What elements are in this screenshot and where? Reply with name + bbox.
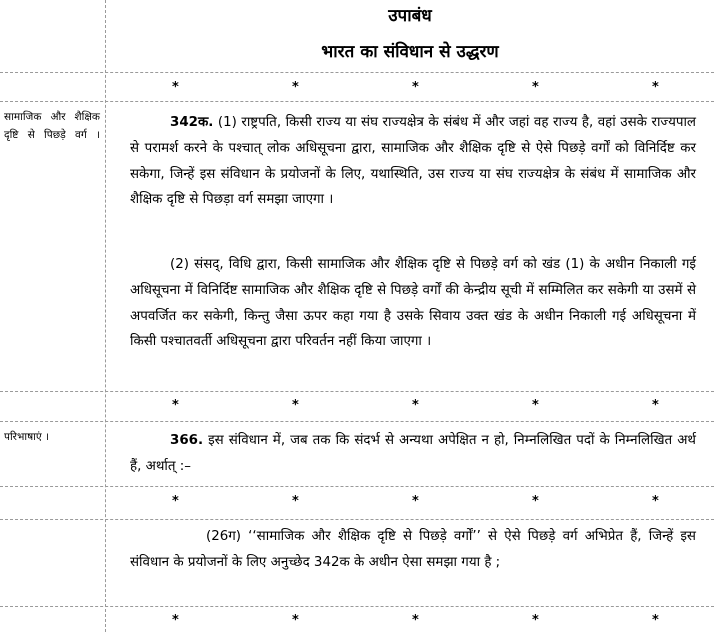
separator-star: * [172, 398, 179, 413]
annex-title: उपाबंध [388, 6, 432, 26]
row-divider [0, 486, 714, 487]
margin-note-definitions: परिभाषाएं । [4, 431, 49, 443]
separator-star: * [532, 398, 539, 413]
clause-text: (1) राष्ट्रपति, किसी राज्य या संघ राज्यक्षेत्र के संबंध में और जहां वह राज्य है, वहां उसके राज्यपाल से परामर्श करने के पश्चात् लोक अधिसूचना द्वारा, सामाजिक और शैक्षिक दृष्टि से ऐसे पिछड़े वर्गों को विनिर्दिष्ट कर सकेगा, जिन्हें इस संविधान के प्रयोजनों के लिए, यथास्थिति, उस राज्य या संघ राज्यक्षेत्र के संबंध में सामाजिक और शैक्षिक दृष्टि से पिछड़ा वर्ग समझा जाएगा । [130, 115, 696, 208]
separator-star: * [292, 398, 299, 413]
separator-star: * [412, 613, 419, 628]
row-divider [0, 519, 714, 520]
article-number: 366. [170, 433, 204, 448]
row-divider [0, 421, 714, 422]
separator-star: * [652, 398, 659, 413]
separator-star: * [292, 494, 299, 509]
clause-text: (2) संसद्, विधि द्वारा, किसी सामाजिक और शैक्षिक दृष्टि से पिछड़े वर्ग को खंड (1) के अधीन निकाली गई अधिसूचना में विनिर्दिष्ट सामाजिक और शैक्षिक दृष्टि से पिछड़े वर्गों की केन्द्रीय सूची में सम्मिलित कर सकेगी या उसमें से अपवर्जित कर सकेगी, किन्तु जैसा ऊपर कहा गया है उसके सिवाय उक्त खंड के अधीन निकाली गई अधिसूचना में किसी पश्चातवर्ती अधिसूचना द्वारा परिवर्तन नहीं किया जाएगा । [130, 257, 696, 350]
document-subtitle: भारत का संविधान से उद्धरण [321, 42, 499, 62]
separator-star: * [172, 80, 179, 95]
row-divider [0, 72, 714, 73]
clause-26c-definition [130, 524, 696, 576]
row-divider [0, 101, 714, 102]
separator-row [106, 81, 714, 95]
separator-star: * [652, 494, 659, 509]
separator-star: * [172, 613, 179, 628]
article-number: 342क. [170, 115, 214, 130]
separator-star: * [532, 494, 539, 509]
clause-text: इस संविधान में, जब तक कि संदर्भ से अन्यथा अपेक्षित न हो, निम्नलिखित पदों के निम्नलिखित अर्थ हैं, अर्थात् :– [130, 433, 696, 474]
article-342a-clause-2 [130, 252, 696, 355]
separator-row [106, 399, 714, 413]
separator-star: * [292, 613, 299, 628]
separator-star: * [412, 494, 419, 509]
clause-text: (26ग) ‘‘सामाजिक और शैक्षिक दृष्टि से पिछड़े वर्गों’’ से ऐसे पिछड़े वर्ग अभिप्रेत हैं, जिन्हें इस संविधान के प्रयोजनों के लिए अनुच्छेद 342क के अधीन ऐसा समझा गया है ; [130, 529, 696, 570]
article-366-intro [130, 428, 696, 480]
row-divider [0, 391, 714, 392]
separator-star: * [652, 80, 659, 95]
separator-star: * [172, 494, 179, 509]
separator-star: * [532, 80, 539, 95]
separator-star: * [412, 80, 419, 95]
separator-star: * [532, 613, 539, 628]
article-342a-clause-1 [130, 110, 696, 213]
separator-star: * [292, 80, 299, 95]
separator-row [106, 495, 714, 509]
separator-star: * [652, 613, 659, 628]
separator-row [106, 614, 714, 628]
separator-star: * [412, 398, 419, 413]
row-divider [0, 606, 714, 607]
margin-note-backward-classes: सामाजिक और शैक्षिक दृष्टि से पिछड़े वर्ग । [4, 111, 100, 141]
